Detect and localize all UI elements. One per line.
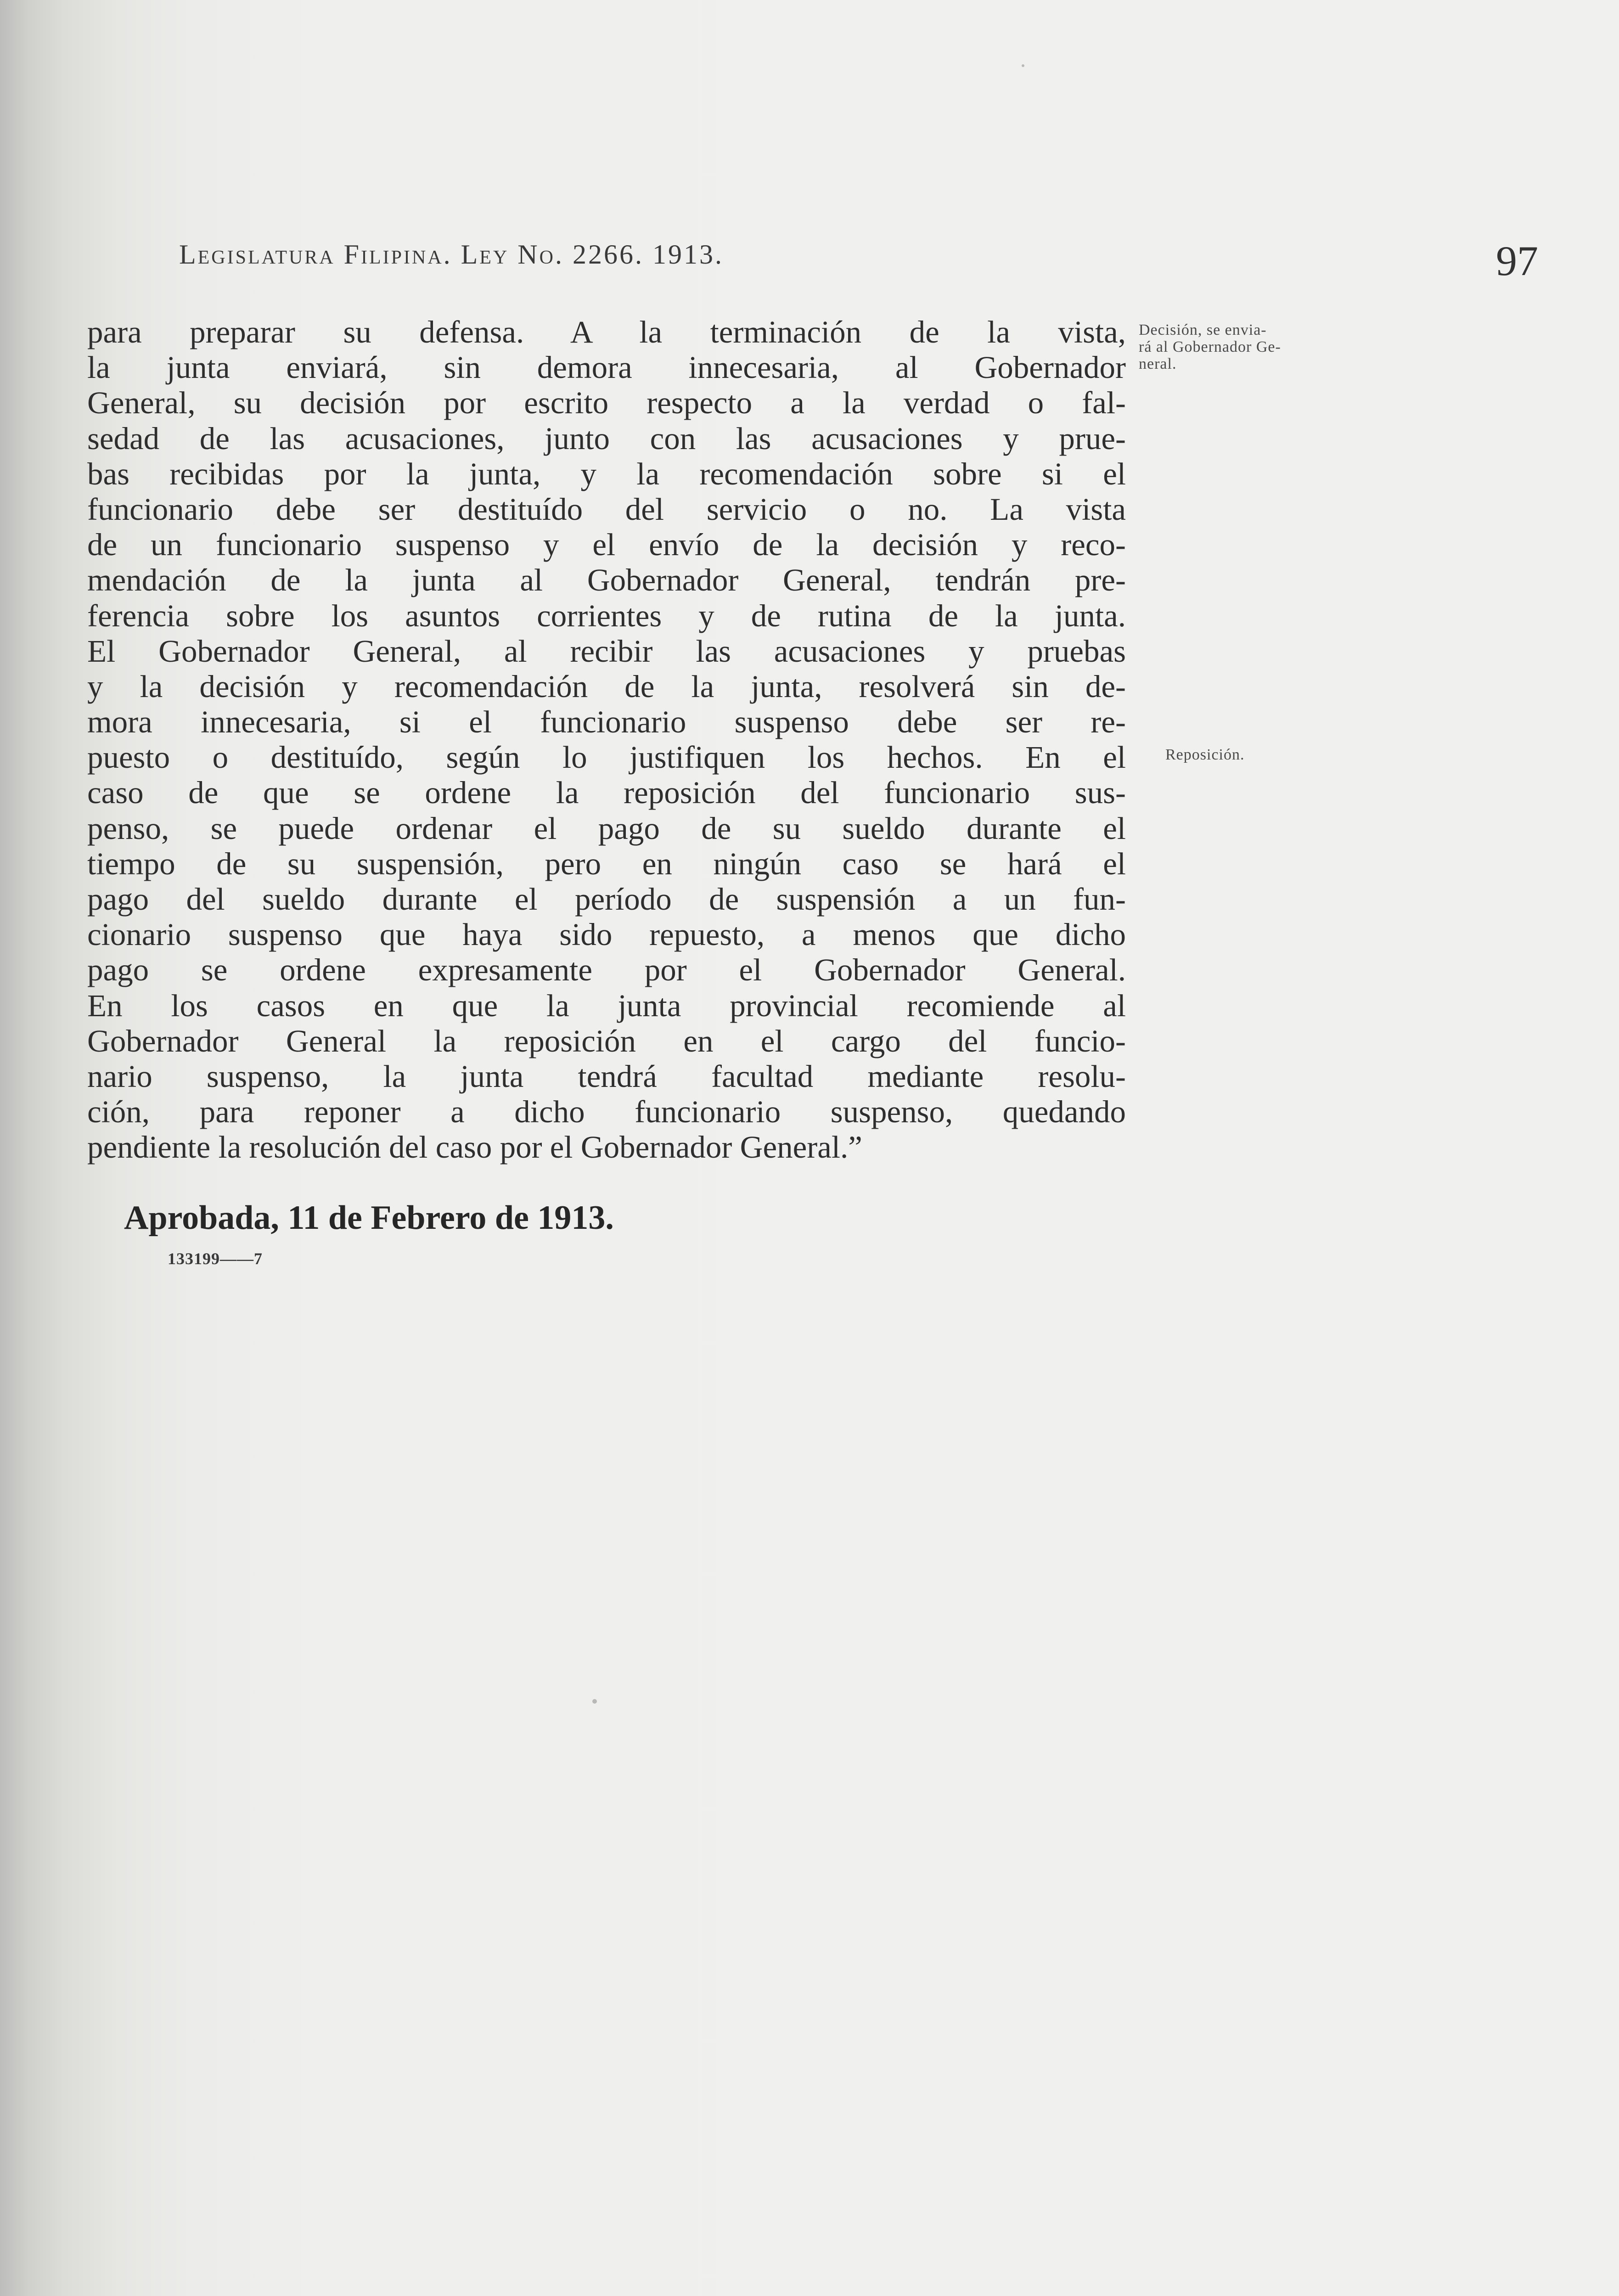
text-line: nario suspenso, la junta tendrá facultad mediante resolu- [87,1058,1126,1094]
text-line: la junta enviará, sin demora innecesaria, al Gobernador [87,350,1126,385]
text-line: En los casos en que la junta provincial recomiende al [87,988,1126,1023]
text-line: penso, se puede ordenar el pago de su sueldo durante el [87,810,1126,846]
text-line: General, su decisión por escrito respecto a la verdad o fal- [87,385,1126,421]
text-line: tiempo de su suspensión, pero en ningún caso se hará el [87,846,1126,881]
text-line: Gobernador General la reposición en el cargo del funcio- [87,1023,1126,1058]
paper-speck [1022,64,1024,67]
text-line: bas recibidas por la junta, y la recomendación sobre si el [87,456,1126,491]
text-line: ferencia sobre los asuntos corrientes y de rutina de la junta. [87,598,1126,633]
approval-date: Aprobada, 11 de Febrero de 1913. [124,1199,614,1237]
text-line: pendiente la resolución del caso por el Gobernador General.” [87,1130,862,1165]
text-line: El Gobernador General, al recibir las acusaciones y pruebas [87,633,1126,669]
text-line: funcionario debe ser destituído del servicio o no. La vista [87,491,1126,527]
page-number: 97 [1496,237,1538,284]
text-line: y la decisión y recomendación de la junta, resolverá sin de- [87,669,1126,704]
paper-speck [592,1699,597,1704]
running-head: Legislatura Filipina. Ley No. 2266. 1913. [179,239,724,270]
printer-code: 133199——7 [168,1249,263,1268]
text-line: caso de que se ordene la reposición del funcionario sus- [87,775,1126,810]
text-line: mendación de la junta al Gobernador General, tendrán pre- [87,563,1126,598]
text-line: pago del sueldo durante el período de suspensión a un fun- [87,882,1126,917]
text-line: mora innecesaria, si el funcionario suspenso debe ser re- [87,704,1126,740]
text-line: ción, para reponer a dicho funcionario suspenso, quedando [87,1094,1126,1130]
text-line: puesto o destituído, según lo justifiquen los hechos. En el [87,740,1126,775]
margin-note-line: Decisión, se envia- [1139,321,1267,338]
margin-note-reposition [1165,746,1244,763]
margin-note-line: rá al Gobernador Ge- [1139,338,1281,355]
text-line: cionario suspenso que haya sido repuesto, a menos que dicho [87,917,1126,952]
margin-note-line: Reposición. [1165,746,1245,763]
law-text-block [87,315,1126,1165]
margin-note-decision [1139,321,1281,372]
text-line: sedad de las acusaciones, junto con las acusaciones y prue- [87,421,1126,456]
text-line: pago se ordene expresamente por el Gobernador General. [87,952,1126,988]
text-line: de un funcionario suspenso y el envío de la decisión y reco- [87,527,1126,563]
margin-note-line: neral. [1139,355,1177,372]
text-line: para preparar su defensa. A la terminación de la vista, [87,315,1126,349]
